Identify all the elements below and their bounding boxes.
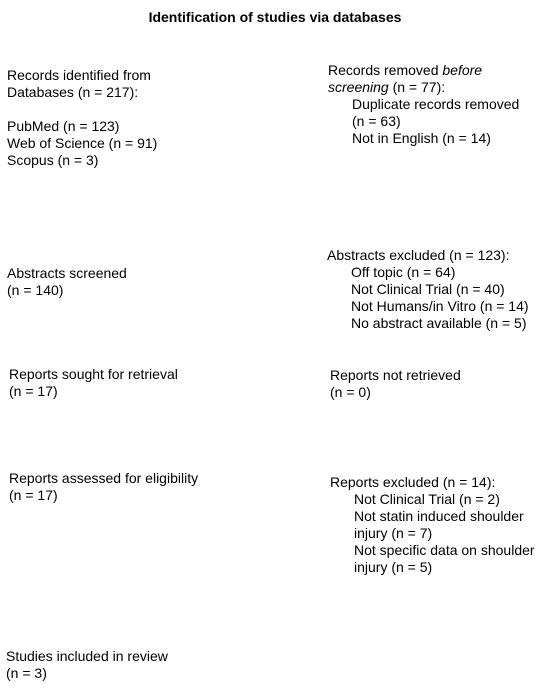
reports-not-retrieved-box <box>330 367 461 401</box>
pubmed-count: PubMed (n = 123) <box>7 118 120 134</box>
diagram-title: Identification of studies via databases <box>148 9 402 25</box>
not-in-english: Not in English (n = 14) <box>352 130 491 146</box>
reports-assessed-label: Reports assessed for eligibility <box>9 470 199 486</box>
not-humans-in-vitro: Not Humans/in Vitro (n = 14) <box>351 298 529 314</box>
studies-included-count: (n = 3) <box>6 665 47 681</box>
duplicates-removed-line1: Duplicate records removed <box>352 96 520 112</box>
records-removed-suffix: (n = 77): <box>388 79 446 95</box>
off-topic: Off topic (n = 64) <box>351 264 456 280</box>
reports-not-retrieved-label: Reports not retrieved <box>330 367 461 383</box>
abstracts-screened-box <box>7 265 127 299</box>
abstracts-screened-count: (n = 140) <box>7 282 64 298</box>
records-removed-header-line1 <box>328 62 519 79</box>
not-specific-line2: injury (n = 5) <box>354 559 433 575</box>
records-removed-header-line2 <box>328 79 519 96</box>
reports-assessed-count: (n = 17) <box>9 487 58 503</box>
reports-excluded-header: Reports excluded (n = 14): <box>330 474 496 490</box>
records-removed-box <box>328 62 519 147</box>
not-clinical-trial: Not Clinical Trial (n = 40) <box>351 281 505 297</box>
records-identified-line2: Databases (n = 217): <box>7 84 139 100</box>
records-identified-box <box>7 67 157 169</box>
no-abstract-available: No abstract available (n = 5) <box>351 315 527 331</box>
abstracts-excluded-header: Abstracts excluded (n = 123): <box>327 247 510 263</box>
duplicates-removed-line2: (n = 63) <box>352 113 401 129</box>
abstracts-excluded-box <box>327 247 529 332</box>
not-clinical-trial-reports: Not Clinical Trial (n = 2) <box>354 491 500 507</box>
records-removed-italic-before: before <box>442 62 483 78</box>
studies-included-box <box>6 648 168 682</box>
spacer <box>7 101 157 118</box>
reports-not-retrieved-count: (n = 0) <box>330 384 371 400</box>
reports-sought-box <box>9 366 178 400</box>
studies-included-label: Studies included in review <box>6 648 168 664</box>
not-statin-line1: Not statin induced shoulder <box>354 508 524 524</box>
reports-sought-count: (n = 17) <box>9 383 58 399</box>
records-removed-prefix: Records removed <box>328 62 443 78</box>
not-specific-line1: Not specific data on shoulder <box>354 542 535 558</box>
scopus-count: Scopus (n = 3) <box>7 152 99 168</box>
records-identified-line1: Records identified from <box>7 67 151 83</box>
abstracts-screened-label: Abstracts screened <box>7 265 127 281</box>
reports-excluded-box <box>330 474 535 576</box>
reports-sought-label: Reports sought for retrieval <box>9 366 178 382</box>
web-of-science-count: Web of Science (n = 91) <box>7 135 158 151</box>
records-removed-italic-screening: screening <box>328 79 389 95</box>
reports-assessed-box <box>9 470 198 504</box>
not-statin-line2: injury (n = 7) <box>354 525 433 541</box>
